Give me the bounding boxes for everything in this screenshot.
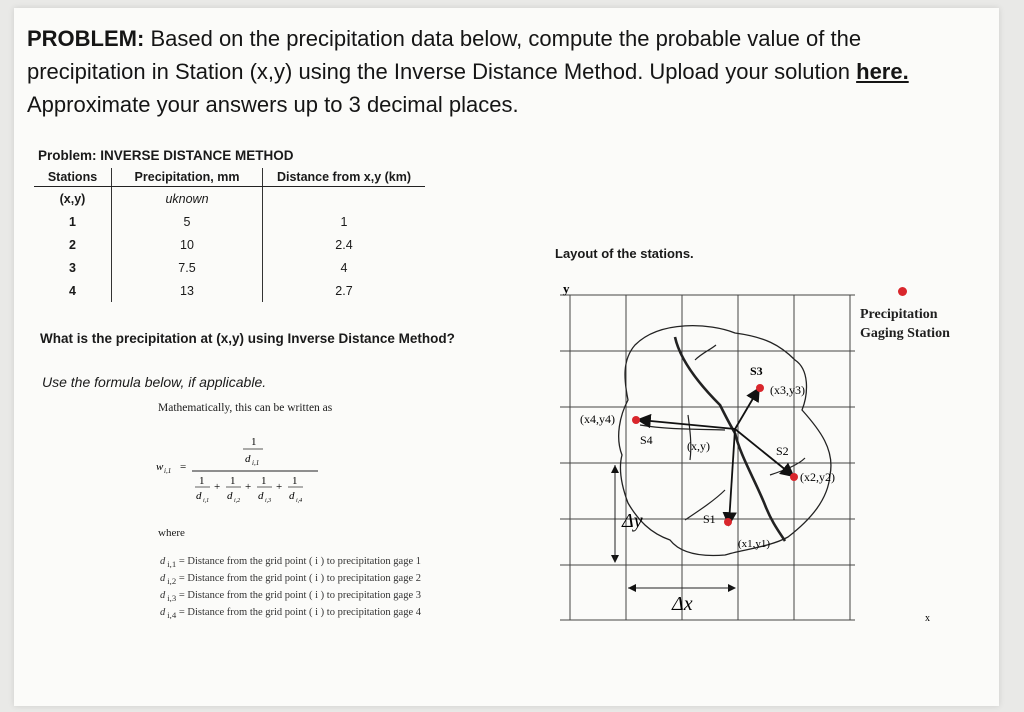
cell-precipitation: 5	[112, 210, 263, 233]
station-s1-coord: (x1,y1)	[738, 538, 771, 550]
formula-instruction: Use the formula below, if applicable.	[42, 374, 267, 390]
cell-distance: 4	[263, 256, 426, 279]
header-precipitation: Precipitation, mm	[112, 168, 263, 187]
den-sub: i,2	[234, 498, 241, 504]
formula-top-numerator: 1	[251, 436, 257, 448]
formula-lhs: w	[156, 461, 164, 473]
station-s1-dot	[724, 518, 732, 526]
definition-text: = Distance from the grid point ( i ) to precipitation gage 3	[178, 590, 421, 601]
definition-text: = Distance from the grid point ( i ) to precipitation gage 2	[178, 573, 421, 584]
center-point-label: (x,y)	[687, 439, 710, 453]
header-stations: Stations	[34, 168, 112, 187]
legend-line-1: Precipitation	[860, 307, 938, 322]
den-d: d	[289, 490, 295, 502]
definition-symbol: d	[160, 556, 166, 567]
formula-top-d: d	[245, 453, 251, 465]
where-label: where	[158, 527, 185, 539]
station-s3-coord: (x3,y3)	[770, 383, 805, 397]
question-text: What is the precipitation at (x,y) using Inverse Distance Method?	[40, 331, 455, 346]
definition-sub: i,2	[167, 576, 177, 587]
station-s1-label: S1	[703, 512, 716, 526]
table-header-row	[34, 168, 425, 187]
cell-precipitation: 10	[112, 233, 263, 256]
cell-station: 1	[69, 214, 76, 229]
math-note: Mathematically, this can be written as	[158, 402, 333, 414]
header-distance: Distance from x,y (km)	[263, 168, 426, 187]
den-numerator: 1	[261, 475, 267, 487]
legend-line-2: Gaging Station	[860, 326, 950, 341]
precipitation-table	[34, 168, 425, 302]
station-s2-dot	[790, 473, 798, 481]
definition-text: = Distance from the grid point ( i ) to precipitation gage 4	[178, 607, 421, 618]
table-row	[34, 187, 425, 211]
den-plus: +	[214, 481, 221, 493]
cell-distance: 1	[263, 210, 426, 233]
cell-station: (x,y)	[59, 191, 86, 206]
definition-list	[160, 556, 421, 624]
problem-text-2: Approximate your answers up to 3 decimal places.	[27, 92, 519, 117]
formula-equals: =	[180, 461, 187, 473]
station-s4-dot	[632, 416, 640, 424]
weight-formula	[150, 430, 350, 510]
den-numerator: 1	[199, 475, 205, 487]
station-s4-label: S4	[640, 433, 653, 447]
definition-item	[160, 590, 421, 607]
station-s4-coord: (x4,y4)	[580, 412, 615, 426]
definition-symbol: d	[160, 590, 166, 601]
table-row	[34, 256, 425, 279]
formula-denominator	[195, 475, 303, 504]
definition-sub: i,3	[167, 593, 177, 604]
definition-symbol: d	[160, 607, 166, 618]
problem-statement	[27, 22, 957, 121]
upload-link[interactable]: here.	[856, 59, 909, 84]
den-numerator: 1	[230, 475, 236, 487]
den-sub: i,1	[203, 498, 210, 504]
den-d: d	[227, 490, 233, 502]
delta-y-label: Δy	[622, 510, 643, 532]
table-title: Problem: INVERSE DISTANCE METHOD	[38, 148, 294, 163]
definition-symbol: d	[160, 573, 166, 584]
definition-item	[160, 573, 421, 590]
definition-item	[160, 607, 421, 624]
formula-lhs-sub: i,1	[164, 467, 172, 475]
table-row	[34, 210, 425, 233]
legend-text	[860, 305, 950, 343]
problem-lead: PROBLEM:	[27, 26, 145, 51]
cell-station: 2	[69, 237, 76, 252]
distance-arrows	[640, 390, 792, 523]
definition-item	[160, 556, 421, 573]
den-numerator: 1	[292, 475, 298, 487]
cell-distance	[263, 187, 426, 211]
den-sub: i,3	[265, 498, 272, 504]
cell-precipitation: 13	[112, 279, 263, 302]
den-plus: +	[276, 481, 283, 493]
y-axis-label: y	[563, 281, 570, 296]
formula-top-sub: i,1	[252, 459, 260, 467]
problem-text: Based on the precipitation data below, compute the probable value of the precipitation in Station (x,y) using the Inverse Distance Method. Upload your solution	[27, 26, 862, 84]
station-markers	[632, 384, 798, 526]
table-row	[34, 279, 425, 302]
delta-x-label: Δx	[672, 593, 693, 615]
den-d: d	[258, 490, 264, 502]
cell-precipitation: 7.5	[112, 256, 263, 279]
station-s3-label: S3	[750, 364, 763, 378]
station-s3-dot	[756, 384, 764, 392]
grid-lines	[560, 295, 855, 620]
cell-precipitation: uknown	[112, 187, 263, 211]
station-s2-label: S2	[776, 444, 789, 458]
river-network	[640, 337, 805, 541]
den-sub: i,4	[296, 498, 303, 504]
cell-distance: 2.4	[263, 233, 426, 256]
legend-station-dot	[898, 287, 907, 296]
cell-station: 3	[69, 260, 76, 275]
den-plus: +	[245, 481, 252, 493]
cell-distance: 2.7	[263, 279, 426, 302]
den-d: d	[196, 490, 202, 502]
definition-sub: i,4	[167, 610, 177, 621]
layout-title: Layout of the stations.	[555, 246, 694, 261]
cell-station: 4	[69, 283, 76, 298]
station-s2-coord: (x2,y2)	[800, 470, 835, 484]
table-row	[34, 233, 425, 256]
definition-sub: i,1	[167, 559, 177, 570]
definition-text: = Distance from the grid point ( i ) to precipitation gage 1	[178, 556, 421, 567]
x-axis-label: x	[925, 613, 930, 624]
